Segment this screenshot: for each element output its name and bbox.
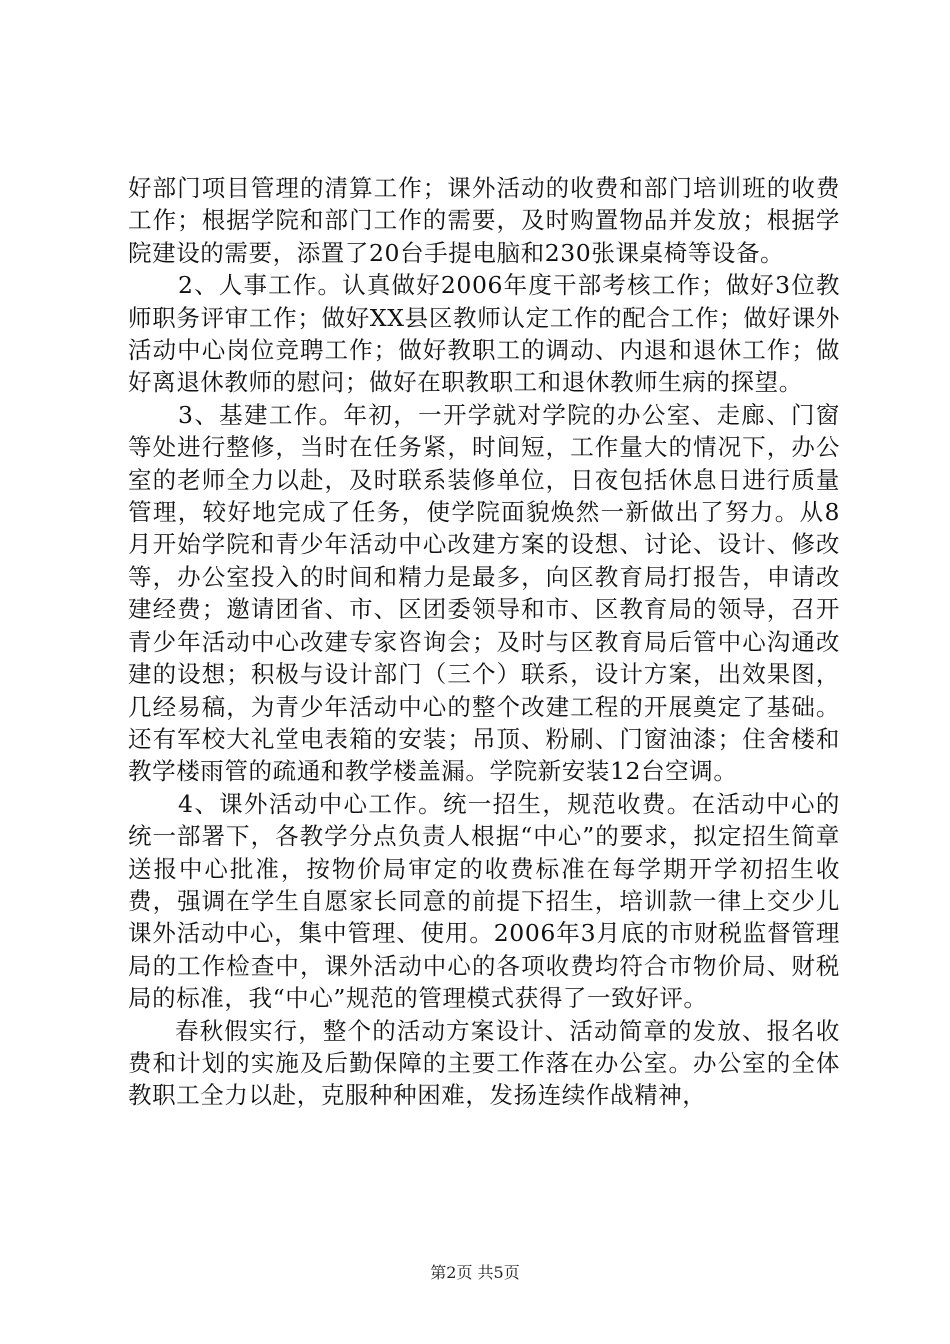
paragraph-procurement-continued: 好部门项目管理的清算工作；课外活动的收费和部门培训班的收费工作；根据学院和部门工作的需要，及时购置物品并发放；根据学院建设的需要，添置了20台手提电脑和230张课桌椅等设备。 <box>128 174 840 267</box>
document-body <box>128 172 840 1112</box>
page-number-footer: 第2页 共5页 <box>430 1263 520 1282</box>
paragraph-holiday-programs: 春秋假实行，整个的活动方案设计、活动简章的发放、报名收费和计划的实施及后勤保障的主要工作落在办公室。办公室的全体教职工全力以赴，克服种种困难，发扬连续作战精神， <box>128 1016 840 1110</box>
paragraph-extracurricular-center: 4、课外活动中心工作。统一招生，规范收费。在活动中心的统一部署下，各教学分点负责人根据“中心”的要求，拟定招生简章送报中心批准，按物价局审定的收费标准在每学期开学初招生收费，强调在学生自愿家长同意的前提下招生，培训款一律上交少儿课外活动中心，集中管理、使用。2006年3月底的市财税监督管理局的工作检查中，课外活动中心的各项收费均符合市物价局、财税局的标准，我“中心”规范的管理模式获得了一致好评。 <box>128 789 840 1013</box>
paragraph-construction-work: 3、基建工作。年初，一开学就对学院的办公室、走廊、门窗等处进行整修，当时在任务紧，时间短，工作量大的情况下，办公室的老师全力以赴，及时联系装修单位，日夜包括休息日进行质量管理，较好地完成了任务，使学院面貌焕然一新做出了努力。从8月开始学院和青少年活动中心改建方案的设想、讨论、设计、修改等，办公室投入的时间和精力是最多，向区教育局打报告，申请改建经费；邀请团省、市、区团委领导和市、区教育局的领导，召开青少年活动中心改建专家咨询会；及时与区教育局后管中心沟通改建的设想；积极与设计部门（三个）联系，设计方案，出效果图，几经易稿，为青少年活动中心的整个改建工程的开展奠定了基础。还有军校大礼堂电表箱的安装；吊顶、粉刷、门窗油漆；住舍楼和教学楼雨管的疏通和教学楼盖漏。学院新安装12台空调。 <box>128 400 840 786</box>
paragraph-personnel-work: 2、人事工作。认真做好2006年度干部考核工作；做好3位教师职务评审工作；做好XX县区教师认定工作的配合工作；做好课外活动中心岗位竞聘工作；做好教职工的调动、内退和退休工作；做好离退休教师的慰问；做好在职教职工和退休教师生病的探望。 <box>128 271 840 397</box>
